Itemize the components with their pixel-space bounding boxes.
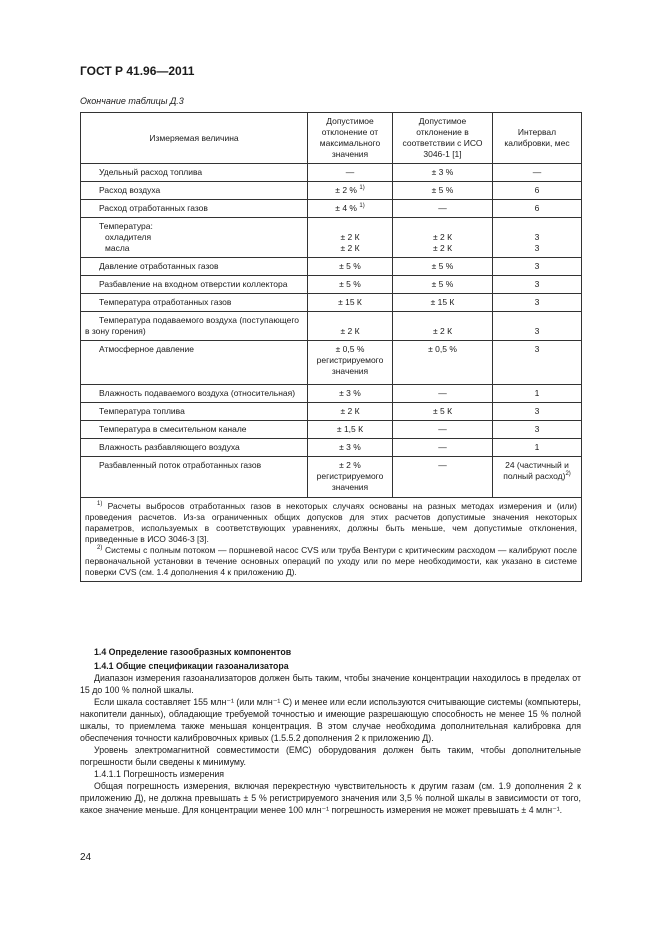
- row-max: ± 2 К: [340, 232, 360, 242]
- row-interval: 3: [493, 341, 582, 385]
- page-number: 24: [80, 852, 92, 863]
- row-name: Давление отработанных газов: [81, 258, 308, 276]
- row-max: ± 0,5 % регистрируемого значения: [308, 341, 393, 385]
- row-max: ± 2 %: [335, 185, 357, 195]
- table-row: [81, 294, 582, 312]
- row-iso: ± 5 %: [393, 258, 493, 276]
- row-interval: 1: [493, 439, 582, 457]
- row-name: Разбавление на входном отверстии коллектора: [81, 276, 308, 294]
- row-name: Температура в смесительном канале: [81, 421, 308, 439]
- row-subname: охладителя: [105, 232, 152, 242]
- row-max: ± 4 %: [335, 203, 357, 213]
- footnote-text: Системы с полным потоком — поршневой насос CVS или труба Вентури с критическим расходом — калибруют после первоначальной установки в течение основных операций по уходу или по мере необходимости, как указано в системе поверки CVS (см. 1.4 дополнения 4 к приложению Д).: [85, 545, 577, 577]
- row-max-cell: [308, 200, 393, 218]
- row-interval: 3: [493, 312, 582, 341]
- row-iso-cell: [393, 218, 493, 258]
- row-max: ± 5 %: [308, 276, 393, 294]
- row-name: Влажность подаваемого воздуха (относительная): [81, 385, 308, 403]
- row-name: Расход воздуха: [81, 182, 308, 200]
- row-name: Влажность разбавляющего воздуха: [81, 439, 308, 457]
- row-interval: 3: [534, 232, 540, 242]
- footnote: [85, 501, 577, 545]
- row-name: Температура:: [99, 221, 153, 231]
- paragraph: Диапазон измерения газоанализаторов должен быть таким, чтобы значение концентрации находилось в пределах от 15 до 100 % полной шкалы.: [80, 673, 581, 695]
- footnote-mark: 1): [97, 501, 103, 508]
- table-row: [81, 312, 582, 341]
- row-name: Температура отработанных газов: [81, 294, 308, 312]
- footnote-ref: 1): [359, 203, 365, 210]
- table-row: [81, 385, 582, 403]
- row-iso: —: [393, 457, 493, 498]
- table-row: [81, 218, 582, 258]
- section-heading: 1.4 Определение газообразных компонентов: [94, 647, 292, 657]
- row-iso: ± 15 К: [393, 294, 493, 312]
- row-max: ± 5 %: [308, 258, 393, 276]
- row-name: Атмосферное давление: [81, 341, 308, 385]
- column-header: Допустимое отклонение в соответствии с ИСО 3046-1 [1]: [393, 113, 493, 164]
- table-row: [81, 276, 582, 294]
- clause-heading: 1.4.1.1 Погрешность измерения: [94, 769, 225, 779]
- row-interval: 3: [534, 243, 540, 253]
- row-iso: ± 2 К: [432, 232, 453, 242]
- row-name-cell: [81, 218, 308, 258]
- table-row: [81, 164, 582, 182]
- footnote-mark: 2): [97, 545, 103, 552]
- row-interval: 6: [493, 182, 582, 200]
- row-iso: ± 0,5 %: [393, 341, 493, 385]
- row-interval: —: [493, 164, 582, 182]
- table-row: [81, 182, 582, 200]
- column-header: Измеряемая величина: [81, 113, 308, 164]
- table-row: [81, 200, 582, 218]
- row-max: ± 3 %: [308, 385, 393, 403]
- table-row: [81, 457, 582, 498]
- row-max: ± 15 К: [308, 294, 393, 312]
- table-row: [81, 258, 582, 276]
- row-subname: масла: [105, 243, 130, 253]
- table-caption: Окончание таблицы Д.3: [80, 96, 184, 106]
- footnote-ref: 2): [565, 471, 571, 478]
- calibration-table: [80, 112, 582, 582]
- row-interval-cell: [493, 218, 582, 258]
- row-name: Расход отработанных газов: [81, 200, 308, 218]
- row-iso: —: [393, 421, 493, 439]
- row-max: ± 2 К: [308, 312, 393, 341]
- paragraph: Общая погрешность измерения, включая перекрестную чувствительность к другим газам (см. 1.9 дополнения 2 к приложению Д), не должна превышать ± 5 % регистрируемого значения или 3,5 % полной шкалы в зависимости от того, какое значение меньше. Для концентрации менее 100 млн⁻¹ погрешность измерения не может превышать ± 4 млн⁻¹.: [80, 781, 581, 815]
- row-max: ± 2 % регистрируемого значения: [308, 457, 393, 498]
- row-iso: —: [393, 439, 493, 457]
- row-max: ± 2 К: [340, 243, 360, 253]
- row-max: ± 2 К: [308, 403, 393, 421]
- row-max-cell: [308, 182, 393, 200]
- column-header: Интервал калибровки, мес: [493, 113, 582, 164]
- row-iso: ± 3 %: [393, 164, 493, 182]
- paragraph: Уровень электромагнитной совместимости (ЕМС) оборудования должен быть таким, чтобы дополнительные погрешности были сведены к минимуму.: [80, 745, 581, 767]
- footnote-ref: 1): [359, 185, 365, 192]
- row-name: Температура топлива: [81, 403, 308, 421]
- row-interval: 24 (частичный и полный расход): [503, 460, 569, 481]
- row-iso: ± 2 К: [432, 243, 453, 253]
- footnote: [85, 545, 577, 578]
- row-interval: 3: [493, 421, 582, 439]
- table-header-row: [81, 113, 582, 164]
- subsection-heading: 1.4.1 Общие спецификации газоанализатора: [94, 661, 289, 671]
- row-max: —: [308, 164, 393, 182]
- row-max: ± 3 %: [308, 439, 393, 457]
- row-interval: 6: [493, 200, 582, 218]
- row-interval: 3: [493, 276, 582, 294]
- row-interval: 1: [493, 385, 582, 403]
- row-iso: ± 5 %: [393, 276, 493, 294]
- table-footnotes: [81, 498, 582, 582]
- row-interval: 3: [493, 403, 582, 421]
- row-iso: —: [393, 385, 493, 403]
- row-name: Температура подаваемого воздуха (поступающего в зону горения): [81, 312, 308, 341]
- row-name: Удельный расход топлива: [81, 164, 308, 182]
- footnotes-cell: [81, 498, 582, 582]
- row-iso: ± 2 К: [393, 312, 493, 341]
- table-row: [81, 421, 582, 439]
- row-max: ± 1,5 К: [308, 421, 393, 439]
- row-max-cell: [308, 218, 393, 258]
- table-row: [81, 439, 582, 457]
- row-iso: ± 5 К: [393, 403, 493, 421]
- paragraph: Если шкала составляет 155 млн⁻¹ (или млн⁻¹ С) и менее или если используются считывающие системы (компьютеры, накопители данных), обладающие требуемой точностью и имеющие разрешающую способность не менее 15 % полной шкалы, то приемлема также меньшая концентрация. В этом случае необходима дополнительная калибровка для обеспечения точности калибровочных кривых (1.5.5.2 дополнения 2 к приложению Д).: [80, 697, 581, 743]
- row-interval-cell: [493, 457, 582, 498]
- row-iso: ± 5 %: [393, 182, 493, 200]
- table-row: [81, 403, 582, 421]
- document-header: ГОСТ Р 41.96—2011: [80, 64, 195, 78]
- row-interval: 3: [493, 294, 582, 312]
- table-row: [81, 341, 582, 385]
- row-iso: —: [393, 200, 493, 218]
- row-name: Разбавленный поток отработанных газов: [81, 457, 308, 498]
- row-interval: 3: [493, 258, 582, 276]
- column-header: Допустимое отклонение от максимального значения: [308, 113, 393, 164]
- footnote-text: Расчеты выбросов отработанных газов в некоторых случаях основаны на разных методах измерения и (или) проведения расчетов. Из-за ограниченных общих допусков для этих расчетов допустимые значения некоторых параметров, используемых в соответствующих уравнениях, должны быть меньше, чем допустимые отклонения, приведенные в ИСО 3046-3 [3].: [85, 501, 577, 544]
- body-text: [80, 646, 581, 816]
